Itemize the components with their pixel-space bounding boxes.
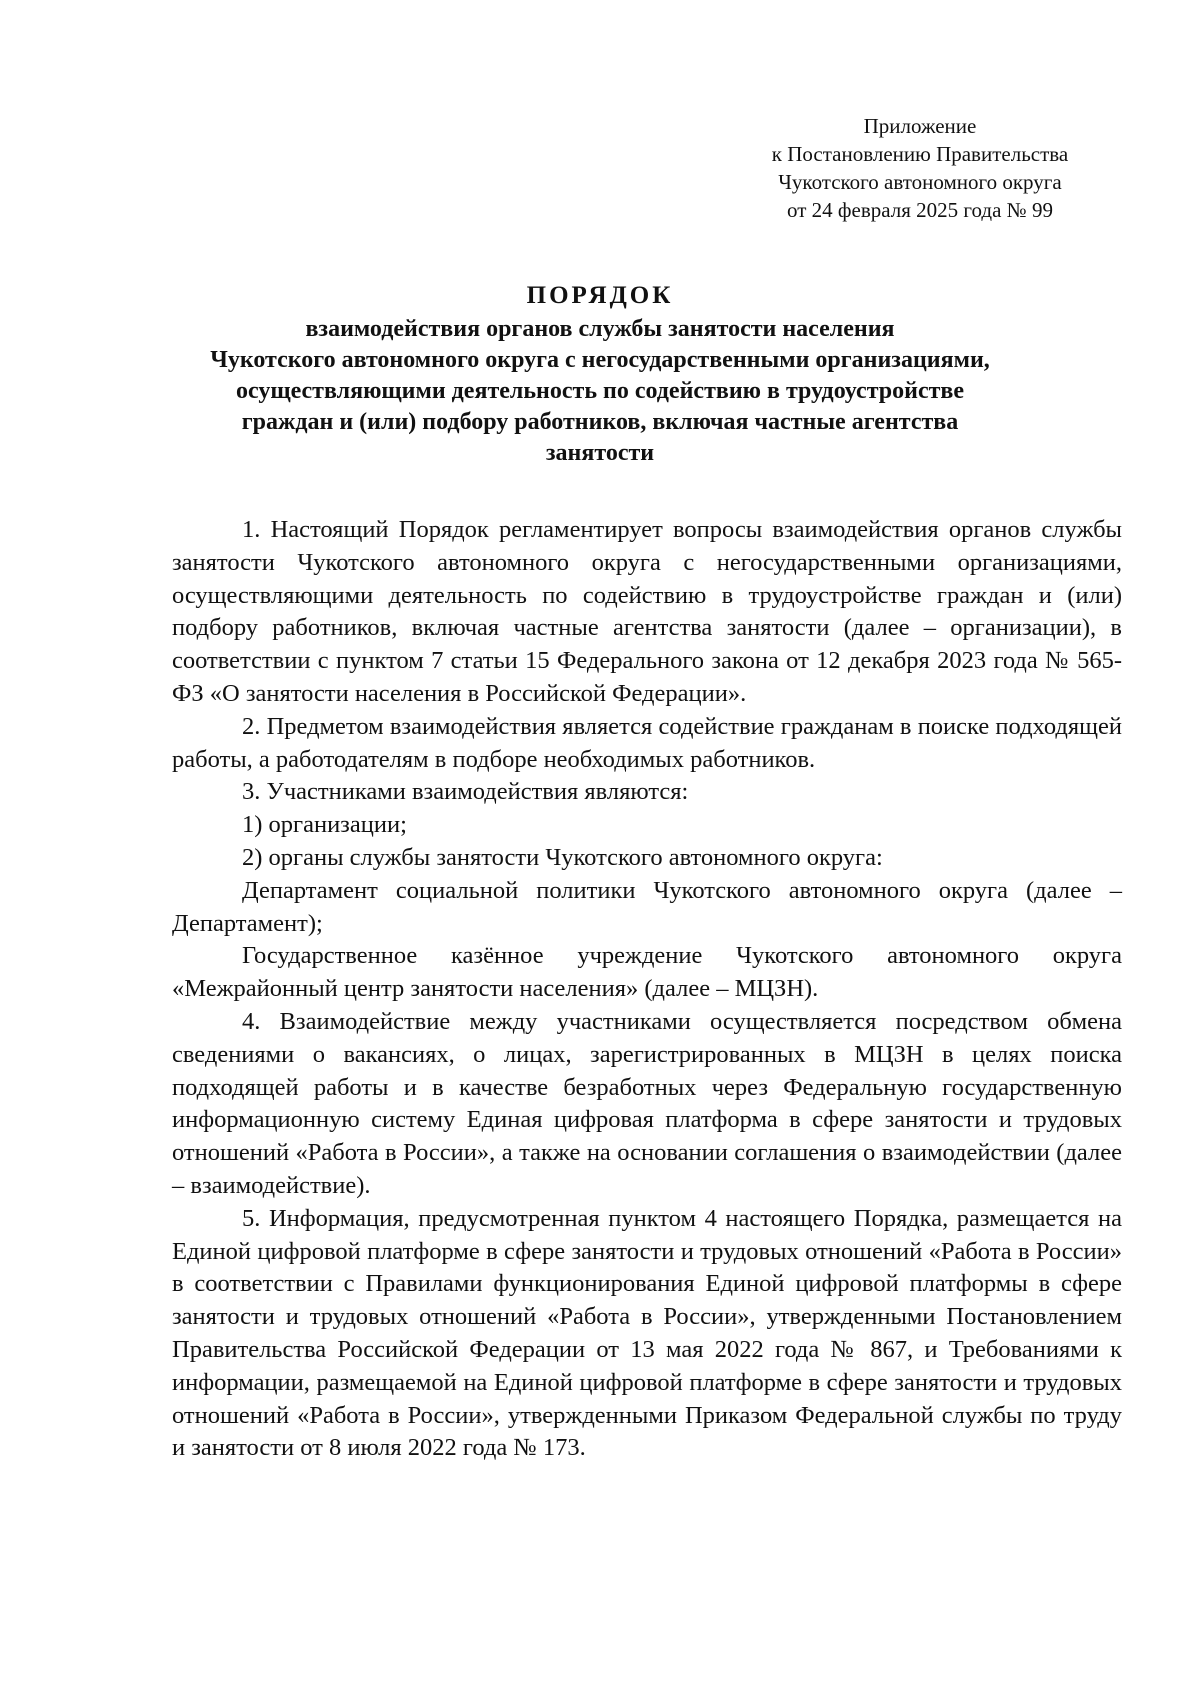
paragraph-2: 2. Предметом взаимодействия является содействие гражданам в поиске подходящей работы, а работодателям в подборе необходимых работников. (172, 712, 1122, 773)
paragraph-1: 1. Настоящий Порядок регламентирует вопросы взаимодействия органов службы занятости Чукотского автономного округа с негосударственными организациями, осуществляющими деятельность по содействию в трудоустройстве граждан и (или) подбору работников, включая частные агентства занятости (далее – организации), в соответствии с пунктом 7 статьи 15 Федерального закона от 12 декабря 2023 года № 565-ФЗ «О занятости населения в Российской Федерации». (172, 516, 1122, 707)
approval-line: к Постановлению Правительства (771, 142, 1069, 166)
subtitle-line: взаимодействия органов службы занятости населения (305, 316, 895, 342)
subtitle-line: осуществляющими деятельность по содействию в трудоустройстве (235, 378, 964, 404)
paragraph-department: Департамент социальной политики Чукотского автономного округа (далее – Департамент); (172, 876, 1122, 937)
subtitle-line: Чукотского автономного округа с негосударственными организациями, (210, 347, 990, 373)
approval-line: Приложение (863, 114, 977, 138)
paragraph-3-item-2: 2) органы службы занятости Чукотского автономного округа: (242, 843, 883, 871)
document-subtitle (150, 314, 1050, 469)
subtitle-line: граждан и (или) подбору работников, включая частные агентства (241, 409, 959, 435)
document-title: ПОРЯДОК (526, 282, 674, 309)
approval-header (700, 112, 1140, 224)
document-body (172, 514, 1122, 1465)
subtitle-line: занятости (545, 440, 655, 466)
title-block (150, 278, 1050, 469)
approval-line: от 24 февраля 2025 года № 99 (787, 198, 1053, 222)
paragraph-3: 3. Участниками взаимодействия являются: (242, 778, 689, 806)
paragraph-5: 5. Информация, предусмотренная пунктом 4 настоящего Порядка, размещается на Единой цифровой платформе в сфере занятости и трудовых отношений «Работа в России» в соответствии с Правилами функционирования Единой цифровой платформы в сфере занятости и трудовых отношений «Работа в России», утвержденными Постановлением Правительства Российской Федерации от 13 мая 2022 года № 867, и Требованиями к информации, размещаемой на Единой цифровой платформе в сфере занятости и трудовых отношений «Работа в России», утвержденными Приказом Федеральной службы по труду и занятости от 8 июля 2022 года № 173. (172, 1204, 1122, 1462)
paragraph-4: 4. Взаимодействие между участниками осуществляется посредством обмена сведениями о вакансиях, о лицах, зарегистрированных в МЦЗН в целях поиска подходящей работы и в качестве безработных через Федеральную государственную информационную систему Единая цифровая платформа в сфере занятости и трудовых отношений «Работа в России», а также на основании соглашения о взаимодействии (далее – взаимодействие). (172, 1007, 1122, 1199)
paragraph-mczn: Государственное казённое учреждение Чукотского автономного округа «Межрайонный центр занятости населения» (далее – МЦЗН). (172, 942, 1122, 1003)
approval-line: Чукотского автономного округа (778, 170, 1062, 194)
paragraph-3-item-1: 1) организации; (242, 811, 407, 839)
